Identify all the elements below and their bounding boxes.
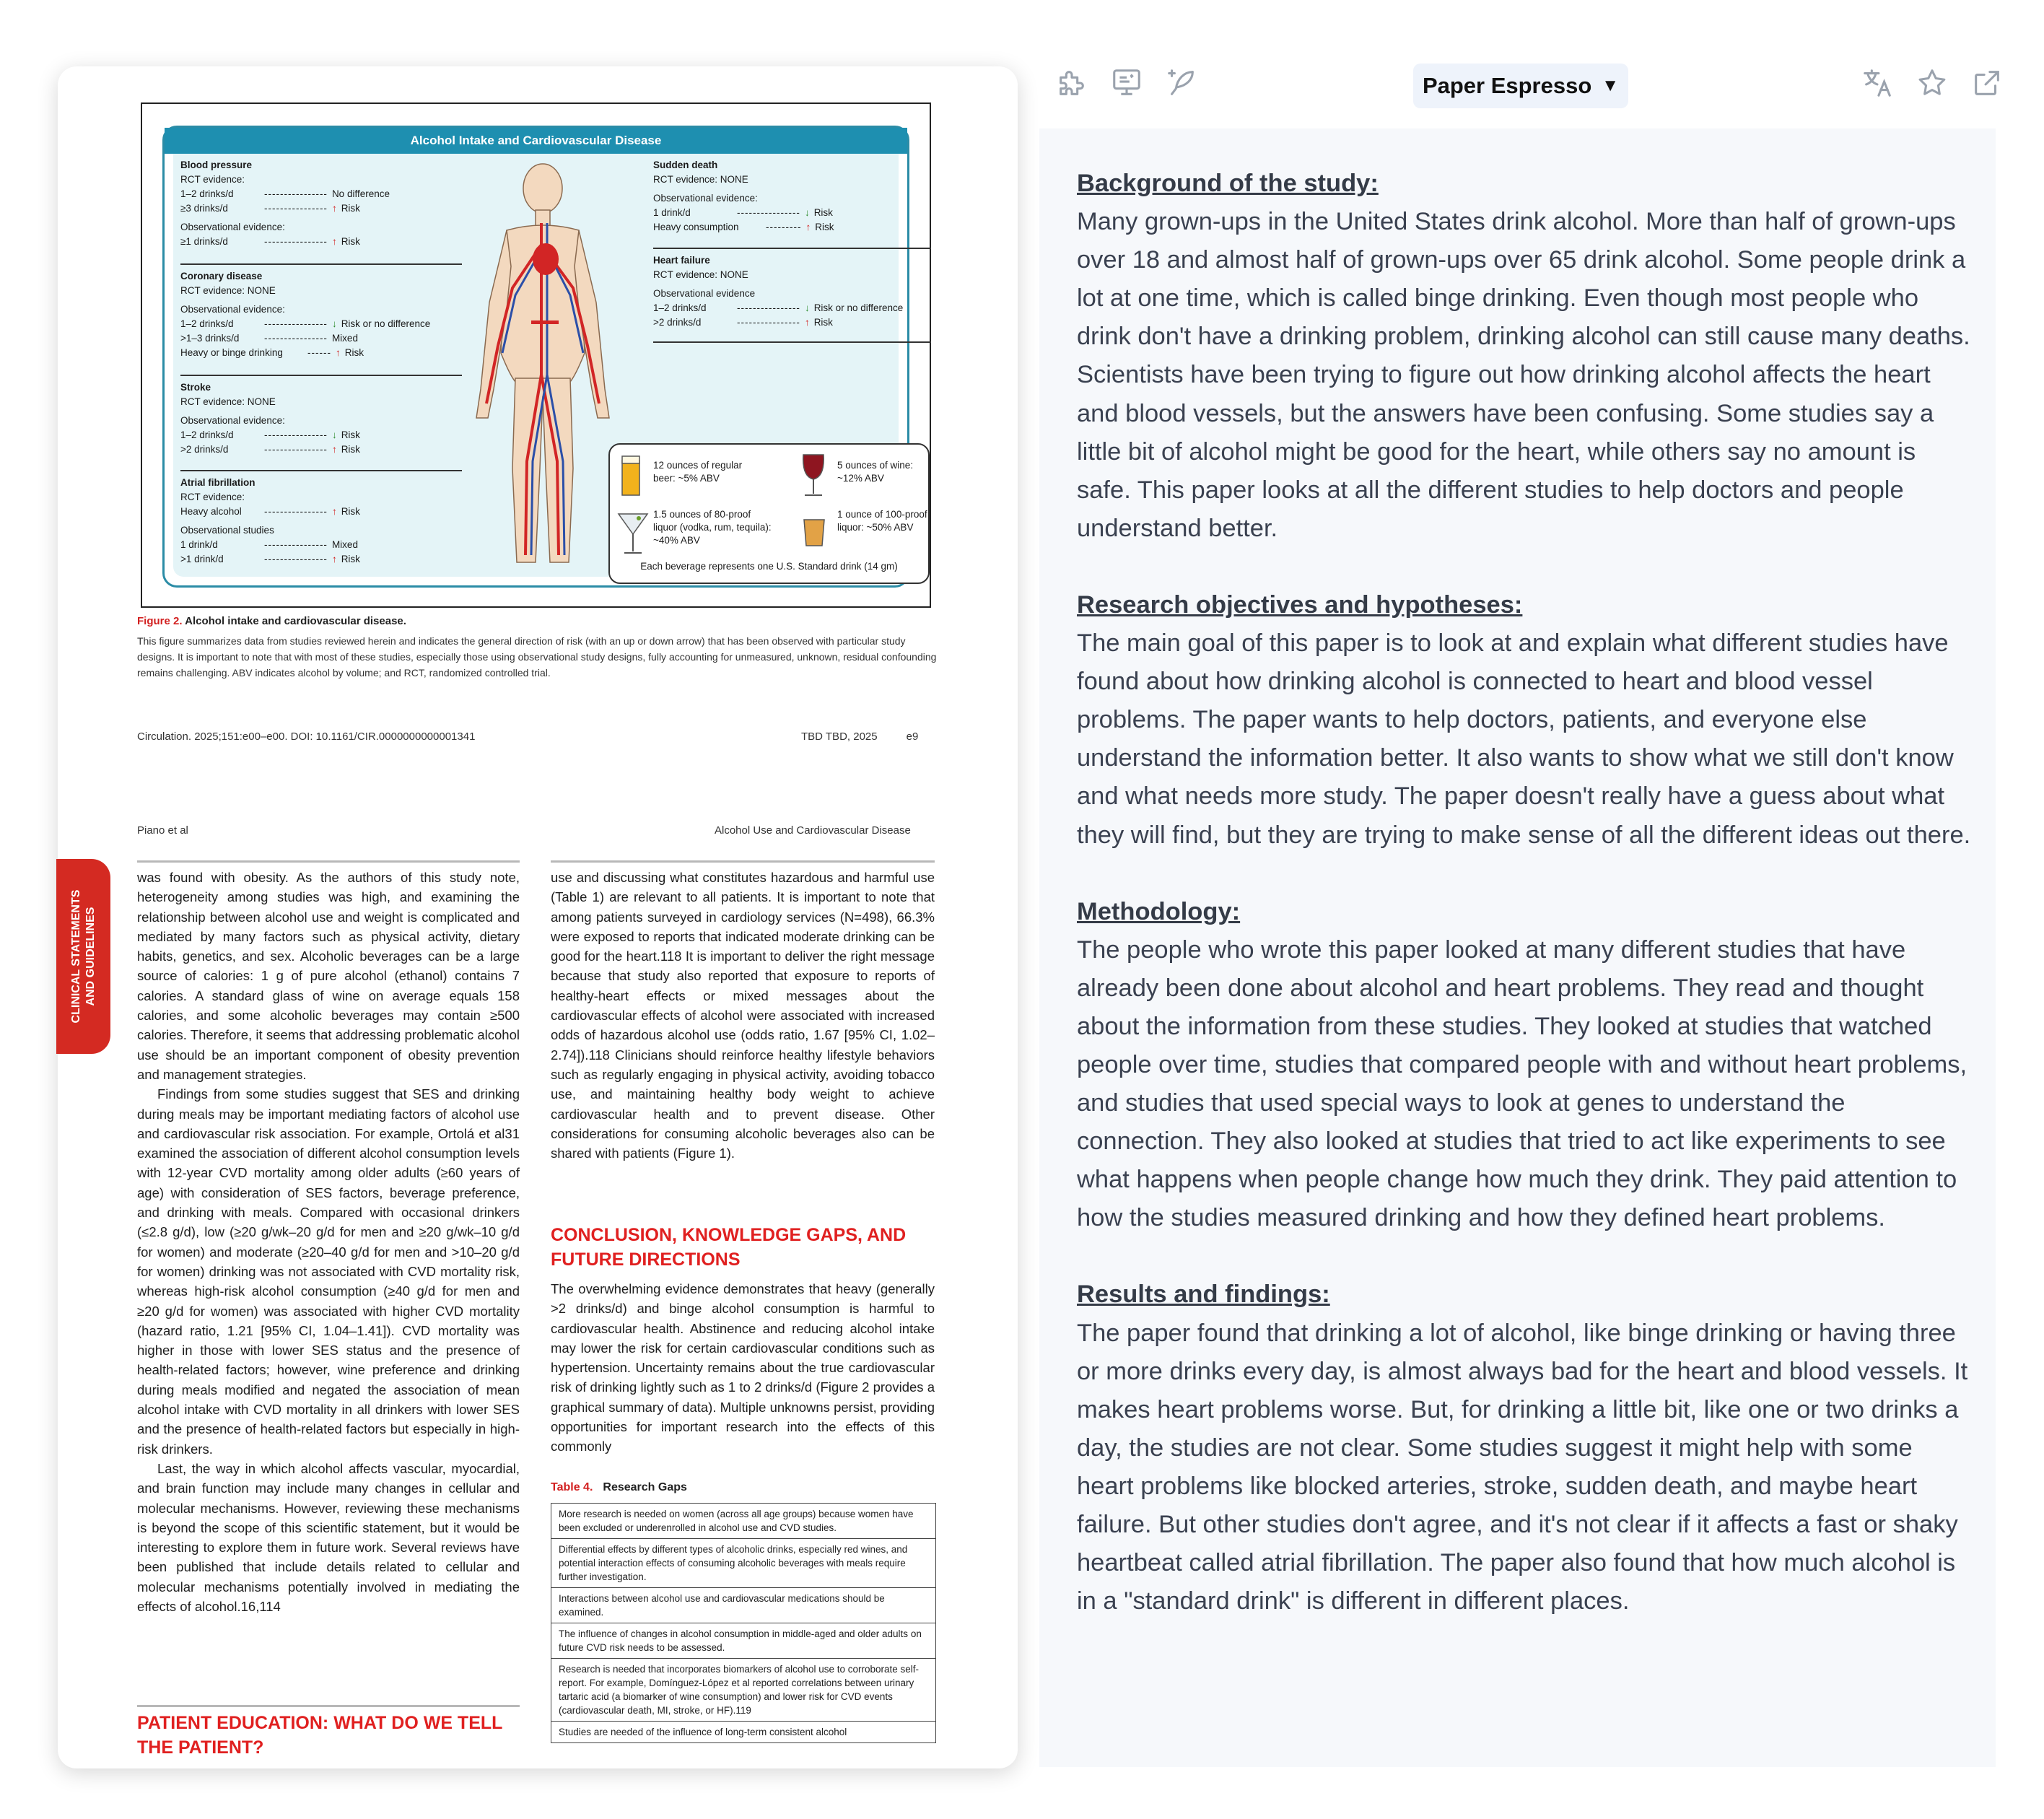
fig-row-label: Heavy or binge drinking — [180, 347, 283, 358]
summary-heading: Background of the study: — [1077, 170, 1379, 197]
divider — [180, 375, 462, 376]
fig-row-value: Risk — [341, 506, 360, 517]
fig-rct-label: RCT evidence: NONE — [653, 269, 748, 280]
fig-section-stroke: Stroke RCT evidence: NONE Observational evidence: 1–2 drinks/d ---------------- ↓ Risk >2 drinks/d ---------------- ↑ Risk — [180, 380, 469, 457]
fig-section-title: Stroke — [180, 382, 211, 393]
summary-section-results — [1077, 1275, 1972, 1620]
body-column-2 — [551, 868, 935, 1163]
dropdown-label: Paper Espresso — [1422, 73, 1592, 98]
puzzle-icon[interactable] — [1054, 65, 1090, 101]
fig-row-value: Risk — [341, 203, 360, 214]
fig-section-atrial-fibrillation: Atrial fibrillation RCT evidence: Heavy alcohol ---------------- ↑ Risk Observational studies 1 drink/d ---------------- Mixed >1 drink/d ---------------- ↑ Risk — [180, 476, 469, 567]
divider — [180, 470, 462, 471]
translate-icon[interactable] — [1859, 65, 1895, 101]
paragraph: use and discussing what constitutes hazardous and harmful use (Table 1) are relevant to all patients. It is important to note that among patients surveyed in cardiology services (N=498), 66.3% were exposed to reports that indicated moderate drinking can be good for the heart.118 It is important to deliver the right message because that study also reported that exposure to reports of healthy-heart effects or mixed messages about the cardiovascular effects of alcohol were associated with increased odds of hazardous alcohol use (odds ratio, 1.67 [95% CI, 1.02–2.74]).118 Clinicians should reinforce healthy lifestyle behaviors such as regularly engaging in physical activity, avoiding tobacco use, and maintaining healthy body weight to achieve cardiovascular health and to prevent disease. Other considerations for consuming alcoholic beverages also can be shared with patients (Figure 1). — [551, 870, 935, 1161]
summary-heading: Research objectives and hypotheses: — [1077, 590, 1523, 619]
page-footer-citation: Circulation. 2025;151:e00–e00. DOI: 10.1161/CIR.0000000000001341 — [137, 730, 476, 743]
divider — [653, 341, 931, 343]
pdf-page-viewer[interactable] — [58, 66, 1018, 1768]
running-header-authors: Piano et al — [137, 824, 188, 837]
fig-section-blood-pressure: Blood pressure RCT evidence: 1–2 drinks/d ---------------- No difference ≥3 drinks/d ---------------- ↑ Risk Observational evidence: ≥1 drinks/d ---------------- ↑ Risk — [180, 158, 469, 249]
up-arrow-icon: ↑ — [331, 444, 337, 455]
paragraph: Findings from some studies suggest that SES and drinking during meals may be important mediating factors of alcohol use and cardiovascular risk association. For example, Ortolá et al31 examined the association of different alcohol consumption levels with 12-year CVD mortality among older adults (≥60 years of age) with consideration of SES factors, beverage preference, and drinking with meals. Compared with occasional drinkers (≤2.8 g/d), low (≥20 g/wk–20 g/d for men and ≥20 g/wk–10 g/d for women) and moderate (≥20–40 g/d for men and >10–20 g/d for women) drinking was not associated with CVD mortality risk, whereas high-risk alcohol consumption (≥40 g/d for men and ≥20 g/d for women) was associated with higher CVD mortality (hazard ratio, 1.21 [95% CI, 1.04–1.41]). CVD mortality was higher in those with lower SES status and the presence of health-related factors; however, wine preference and drinking during meals modified and negated the association of mean alcohol intake with CVD mortality in all drinkers with lower SES and the presence of health-related factors but especially in high-risk drinkers. — [137, 1086, 520, 1457]
fig-row-value: Risk — [341, 444, 360, 455]
body-column-1 — [137, 868, 520, 1616]
up-arrow-icon: ↑ — [331, 203, 337, 214]
fig-section-heart-failure: Heart failure RCT evidence: NONE Observational evidence 1–2 drinks/d ---------------- ↓ Risk or no difference >2 drinks/d ---------------- ↑ Risk — [653, 253, 927, 330]
fig-section-title: Coronary disease — [180, 271, 263, 282]
paragraph: was found with obesity. As the authors of this study note, heterogeneity among studies was high, and examining the relationship between alcohol use and weight is complicated and mediated by many factors such as physical activity, dietary habits, genetics, and sex. Alcoholic beverages can be a large source of calories: 1 g of pure alcohol (ethanol) contains 7 calories. A standard glass of wine on average equals 158 calories, and some alcoholic beverages may contain ≥500 calories. Therefore, it seems that addressing problematic alcohol use should be an important component of obesity prevention and management strategies. — [137, 870, 520, 1082]
up-arrow-icon: ↑ — [805, 222, 811, 232]
fig-row-value: Risk — [341, 236, 360, 247]
fig-section-title: Atrial fibrillation — [180, 477, 256, 488]
up-arrow-icon: ↑ — [331, 506, 337, 517]
fig-row-value: No difference — [331, 188, 390, 199]
research-gaps-table — [551, 1503, 936, 1743]
fig-row-value: Mixed — [331, 333, 358, 344]
patient-education-heading: PATIENT EDUCATION: WHAT DO WE TELL THE PATIENT? — [137, 1713, 502, 1758]
table-row: Research is needed that incorporates biomarkers of alcohol use to corroborate self-report. For example, Domínguez-López et al reported correlations between urinary tartaric acid (a biomarker of wine consumption) and lower risk for CVD events (cardiovascular death, MI, stroke, or HF).119 — [551, 1659, 935, 1722]
conclusion-heading: CONCLUSION, KNOWLEDGE GAPS, AND FUTURE DIRECTIONS — [551, 1225, 907, 1270]
running-header-title: Alcohol Use and Cardiovascular Disease — [715, 824, 911, 837]
fig-section-title: Sudden death — [653, 160, 718, 170]
summary-text: Many grown-ups in the United States drink alcohol. More than half of grown-ups over 18 and almost half of grown-ups over 65 drink alcohol. Some people drink a lot at one time, which is called binge drinking. Even though most people who drink don't have a drinking problem, drinking alcohol can still cause many deaths. Scientists have been trying to figure out how drinking alcohol affects the heart and blood vessels, but the answers have been confusing. Some studies say a little bit of alcohol might be good for the heart, while others say no amount is safe. This paper looks at all the different studies to help doctors and people understand better. — [1077, 208, 1970, 542]
figure-card — [162, 126, 927, 588]
fig-section-title: Blood pressure — [180, 160, 253, 170]
paragraph: Last, the way in which alcohol affects vascular, myocardial, and brain function may include many changes in cellular and molecular mechanisms. However, reviewing these mechanisms is beyond the scope of this scientific statement, but it would be interesting to explore them in future work. Several reviews have been published that include details related to cellular and molecular mechanisms potentially involved in mediating the effects of alcohol.16,114 — [137, 1460, 520, 1614]
cocktail-glass-icon — [617, 511, 649, 557]
divider — [653, 248, 931, 249]
fig-obs-label: Observational evidence: — [180, 415, 285, 426]
fig-row-value: Risk — [341, 429, 360, 440]
fig-row-value: Risk — [813, 207, 833, 218]
fig-row-value: Mixed — [331, 539, 358, 550]
up-arrow-icon: ↑ — [331, 554, 337, 564]
up-arrow-icon: ↑ — [335, 347, 341, 358]
fig-row-label: 1–2 drinks/d — [653, 302, 707, 313]
fig-row-label: ≥1 drinks/d — [180, 236, 228, 247]
column-rule — [551, 860, 935, 863]
fig-row-label: Heavy alcohol — [180, 506, 242, 517]
fig-row-label: >2 drinks/d — [653, 317, 702, 328]
wine-glass-icon — [799, 452, 828, 500]
down-arrow-icon: ↓ — [331, 429, 337, 440]
figure-caption-heading: Alcohol intake and cardiovascular disease. — [185, 615, 406, 627]
fig-section-sudden-death: Sudden death RCT evidence: NONE Observational evidence: 1 drink/d ---------------- ↓ Risk Heavy consumption --------- ↑ Risk — [653, 158, 920, 235]
summary-text: The main goal of this paper is to look at and explain what different studies have found about how drinking alcohol is connected to heart and blood vessel problems. The paper wants to help doctors, patients, and everyone else understand the information better. It also wants to show what we still don't know and what needs more study. The paper doesn't really have a guess about what they will find, but they are trying to make sense of all the different ideas out there. — [1077, 629, 1971, 849]
table-caption: Research Gaps — [603, 1481, 687, 1493]
summary-panel[interactable] — [1039, 128, 1996, 1767]
fig-rct-label: RCT evidence: NONE — [653, 174, 748, 185]
summary-mode-dropdown[interactable] — [1413, 64, 1628, 108]
summary-section-methodology — [1077, 893, 1972, 1238]
fig-section-title: Heart failure — [653, 255, 710, 266]
standard-drink-note: Each beverage represents one U.S. Standard drink (14 gm) — [640, 561, 898, 572]
human-body-illustration — [469, 158, 617, 577]
paragraph: The overwhelming evidence demonstrates that heavy (generally >2 drinks/d) and binge alcohol consumption is harmful to cardiovascular health. Abstinence and reducing alcohol intake may lower the risk for certain cardiovascular conditions such as hypertension. Uncertainty remains about the true cardiovascular risk of drinking lightly such as 1 to 2 drinks/d (Figure 2 provides a graphical summary of data). Multiple unknowns persist, providing opportunities for important research into the effects of this commonly — [551, 1281, 935, 1454]
figure-title: Alcohol Intake and Cardiovascular Disease — [165, 128, 907, 154]
fig-obs-label: Observational evidence: — [180, 222, 285, 232]
beer-glass-icon — [620, 455, 642, 498]
summary-text: The people who wrote this paper looked at many different studies that have already been done about alcohol and heart problems. They read and thought about the information from these studies. They looked at studies that watched people over time, studies that compared people with and without heart problems, and studies that used special ways to look at genes to understand the connection. They also looked at studies that tried to act like experiments to see what happens when people change how much they drink. They paid attention to how the studies measured drinking and how they defined heart problems. — [1077, 935, 1967, 1232]
up-arrow-icon: ↑ — [331, 236, 337, 247]
page-footer-date — [801, 730, 918, 743]
down-arrow-icon: ↓ — [331, 318, 337, 329]
toolbar-right — [1859, 65, 2005, 101]
up-arrow-icon: ↑ — [804, 317, 810, 328]
divider — [180, 263, 462, 265]
footer-date: TBD TBD, 2025 — [801, 730, 878, 743]
slides-icon[interactable] — [1109, 65, 1145, 101]
figure-label: Figure 2. — [137, 615, 183, 627]
clinical-statements-tab — [56, 859, 110, 1054]
side-tab-label — [56, 859, 110, 1054]
summary-heading: Results and findings: — [1077, 1281, 1330, 1309]
toolbar-left — [1054, 65, 1200, 101]
fig-row-value: Risk — [341, 554, 360, 564]
down-arrow-icon: ↓ — [804, 207, 810, 218]
proof100-label: 1 ounce of 100-proof liquor: ~50% ABV — [837, 509, 927, 533]
summary-heading: Methodology: — [1077, 897, 1241, 925]
table-4-title — [551, 1481, 687, 1494]
fig-row-label: >1–3 drinks/d — [180, 333, 240, 344]
table-row: The influence of changes in alcohol consumption in middle-aged and older adults on future CVD risk needs to be assessed. — [551, 1623, 935, 1659]
fig-obs-label: Observational evidence — [653, 288, 756, 299]
fig-rct-label: RCT evidence: — [180, 174, 245, 185]
summary-section-background — [1077, 165, 1972, 548]
fig-row-label: 1 drink/d — [653, 207, 691, 218]
liquor-label: 1.5 ounces of 80-proof liquor (vodka, rum, tequila): ~40% ABV — [653, 509, 772, 546]
star-icon[interactable] — [1914, 65, 1950, 101]
fig-obs-label: Observational evidence: — [653, 193, 758, 204]
fig-row-label: Heavy consumption — [653, 222, 739, 232]
feather-sparkle-icon[interactable] — [1163, 65, 1200, 101]
fig-row-label: ≥3 drinks/d — [180, 203, 228, 214]
conclusion-text — [551, 1279, 935, 1457]
fig-rct-label: RCT evidence: NONE — [180, 285, 276, 296]
fig-section-coronary: Coronary disease RCT evidence: NONE Observational evidence: 1–2 drinks/d ---------------- ↓ Risk or no difference >1–3 drinks/d ---------------- Mixed Heavy or binge drinking ------ ↑ Risk — [180, 269, 484, 360]
fig-row-label: >1 drink/d — [180, 554, 224, 564]
section-rule — [137, 1705, 520, 1707]
table-label: Table 4. — [551, 1481, 593, 1493]
fig-row-label: 1–2 drinks/d — [180, 318, 234, 329]
standard-drink-box — [608, 443, 930, 584]
side-tab-line: AND GUIDELINES — [84, 907, 97, 1006]
column-rule — [137, 860, 520, 863]
table-row: Interactions between alcohol use and cardiovascular medications should be examined. — [551, 1588, 935, 1623]
fig-row-label: 1–2 drinks/d — [180, 188, 234, 199]
fig-obs-label: Observational evidence: — [180, 304, 285, 315]
beer-label: 12 ounces of regular beer: ~5% ABV — [653, 460, 743, 484]
figure-2 — [141, 102, 931, 608]
fig-row-label: >2 drinks/d — [180, 444, 229, 455]
down-arrow-icon: ↓ — [804, 302, 810, 313]
footer-page-number: e9 — [906, 730, 919, 743]
wine-label: 5 ounces of wine: ~12% ABV — [837, 460, 914, 484]
fig-row-value: Risk or no difference — [341, 318, 431, 329]
fig-row-label: 1 drink/d — [180, 539, 218, 550]
shot-glass-icon — [802, 517, 826, 549]
summary-content — [1077, 165, 1972, 1659]
external-link-icon[interactable] — [1969, 65, 2005, 101]
summary-section-objectives — [1077, 586, 1972, 855]
figure-caption-text: This figure summarizes data from studies reviewed herein and indicates the general direction of risk (with an up or down arrow) that has been observed with particular study designs. It is important to note that with most of these studies, especially those using observational study designs, fully accounting for unmeasured, unknown, residual confounding remains challenging. ABV indicates alcohol by volume; and RCT, randomized controlled trial. — [137, 635, 937, 679]
fig-row-label: 1–2 drinks/d — [180, 429, 234, 440]
fig-row-value: Risk — [815, 222, 834, 232]
table-row: More research is needed on women (across all age groups) because women have been excluded or underenrolled in alcohol use and CVD studies. — [551, 1504, 935, 1539]
figure-caption-title — [137, 615, 406, 627]
fig-obs-label: Observational studies — [180, 525, 274, 536]
summary-text: The paper found that drinking a lot of alcohol, like binge drinking or having three or more drinks every day, is almost always bad for the heart and blood vessels. It makes heart problems worse. But, for drinking a little bit, like one or two drinks a day, the studies are not clear. Some studies suggest it might help with some heart problems like blocked arteries, stroke, sudden death, and maybe heart failure. But other studies don't agree, and it's not clear if it affects a fast or shaky heartbeat called atrial fibrillation. The paper also found that how much alcohol is in a "standard drink" is different in different places. — [1077, 1319, 1968, 1615]
fig-row-value: Risk — [344, 347, 364, 358]
fig-row-value: Risk or no difference — [813, 302, 904, 313]
fig-rct-label: RCT evidence: NONE — [180, 396, 276, 407]
fig-rct-label: RCT evidence: — [180, 492, 245, 502]
table-row: Studies are needed of the influence of long-term consistent alcohol — [551, 1722, 935, 1743]
fig-row-value: Risk — [813, 317, 833, 328]
chevron-down-icon: ▼ — [1602, 76, 1620, 95]
table-row: Differential effects by different types of alcoholic drinks, especially red wines, and potential interaction effects of consuming alcoholic beverages with meals require further investigation. — [551, 1539, 935, 1588]
side-tab-line: CLINICAL STATEMENTS — [69, 889, 82, 1024]
